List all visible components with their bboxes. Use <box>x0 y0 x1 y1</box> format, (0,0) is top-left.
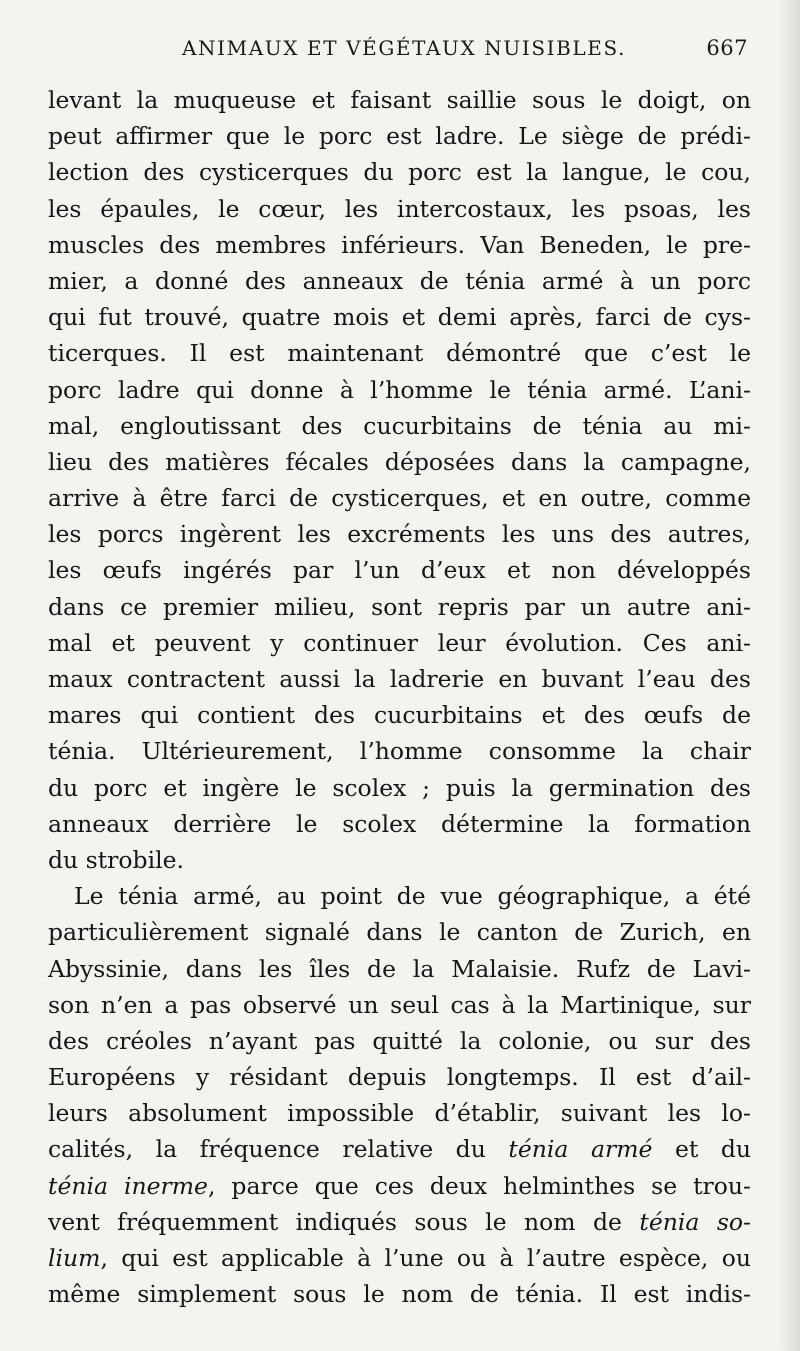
paragraph-end-line: du strobile. <box>48 845 184 874</box>
text-line: anneaux derrière le scolex détermine la formation <box>48 809 751 838</box>
text-line: ticerques. Il est maintenant démontré que c’est le <box>48 339 751 368</box>
italic-term: ténia inerme <box>48 1171 208 1200</box>
text-line: même simplement sous le nom de ténia. Il est indis- <box>48 1280 751 1309</box>
text-line: du porc et ingère le scolex ; puis la germination des <box>48 773 751 802</box>
text-line: Européens y résidant depuis longtemps. Il est d’ail- <box>48 1063 751 1092</box>
text-segment: et du <box>674 1135 751 1164</box>
paragraph-start-line: Le ténia armé, au point de vue géographique, a été <box>74 882 751 911</box>
text-segment: , qui est applicable à l’une ou à l’autre espèce, ou <box>100 1244 751 1272</box>
text-line: mal, engloutissant des cucurbitains de ténia au mi- <box>48 411 751 440</box>
text-line: qui fut trouvé, quatre mois et demi après, farci de cys- <box>48 303 751 332</box>
text-line: arrive à être farci de cysticerques, et en outre, comme <box>48 484 751 513</box>
running-head <box>48 36 754 66</box>
text-line: particulièrement signalé dans le canton de Zurich, en <box>48 918 751 947</box>
text-line <box>48 1131 751 1167</box>
text-line <box>48 1168 751 1204</box>
italic-term: lium <box>48 1244 101 1272</box>
text-segment: calités, la fréquence relative du <box>48 1135 486 1164</box>
text-segment: , parce que ces deux helminthes se trou- <box>207 1171 752 1200</box>
text-line: les porcs ingèrent les excréments les uns des autres, <box>48 520 751 549</box>
text-line: mal et peuvent y continuer leur évolution. Ces ani- <box>48 628 751 657</box>
text-segment: vent fréquemment indiqués sous le nom de <box>48 1207 622 1236</box>
text-line: maux contractent aussi la ladrerie en buvant l’eau des <box>48 665 751 693</box>
page-number: 667 <box>706 36 748 60</box>
text-line: mares qui contient des cucurbitains et des œufs de <box>48 701 751 730</box>
text-line: les épaules, le cœur, les intercostaux, les psoas, les <box>48 194 751 223</box>
text-line: Abyssinie, dans les îles de la Malaisie. Rufz de Lavi- <box>48 954 751 983</box>
italic-term: ténia so- <box>639 1207 751 1236</box>
text-line: peut affirmer que le porc est ladre. Le siège de prédi- <box>48 122 751 151</box>
italic-term: ténia armé <box>508 1135 653 1164</box>
text-line: porc ladre qui donne à l’homme le ténia armé. L’ani- <box>48 375 751 404</box>
running-title: ANIMAUX ET VÉGÉTAUX NUISIBLES. <box>182 36 627 60</box>
text-line <box>48 1240 751 1276</box>
text-line: ténia. Ultérieurement, l’homme consomme la chair <box>48 737 751 766</box>
text-line: dans ce premier milieu, sont repris par un autre ani- <box>48 592 751 621</box>
body-text <box>48 82 751 1312</box>
text-line: son n’en a pas observé un seul cas à la Martinique, sur <box>48 990 751 1019</box>
text-line: muscles des membres inférieurs. Van Beneden, le pre- <box>48 230 751 259</box>
text-line: des créoles n’ayant pas quitté la colonie, ou sur des <box>48 1026 751 1055</box>
text-line: mier, a donné des anneaux de ténia armé à un porc <box>48 266 751 295</box>
text-line <box>48 1204 751 1240</box>
text-line: les œufs ingérés par l’un d’eux et non développés <box>48 556 751 585</box>
text-line: levant la muqueuse et faisant saillie sous le doigt, on <box>48 86 751 114</box>
text-line: leurs absolument impossible d’établir, suivant les lo- <box>48 1099 751 1128</box>
text-line: lieu des matières fécales déposées dans la campagne, <box>48 447 751 476</box>
text-line: lection des cysticerques du porc est la langue, le cou, <box>48 158 751 187</box>
